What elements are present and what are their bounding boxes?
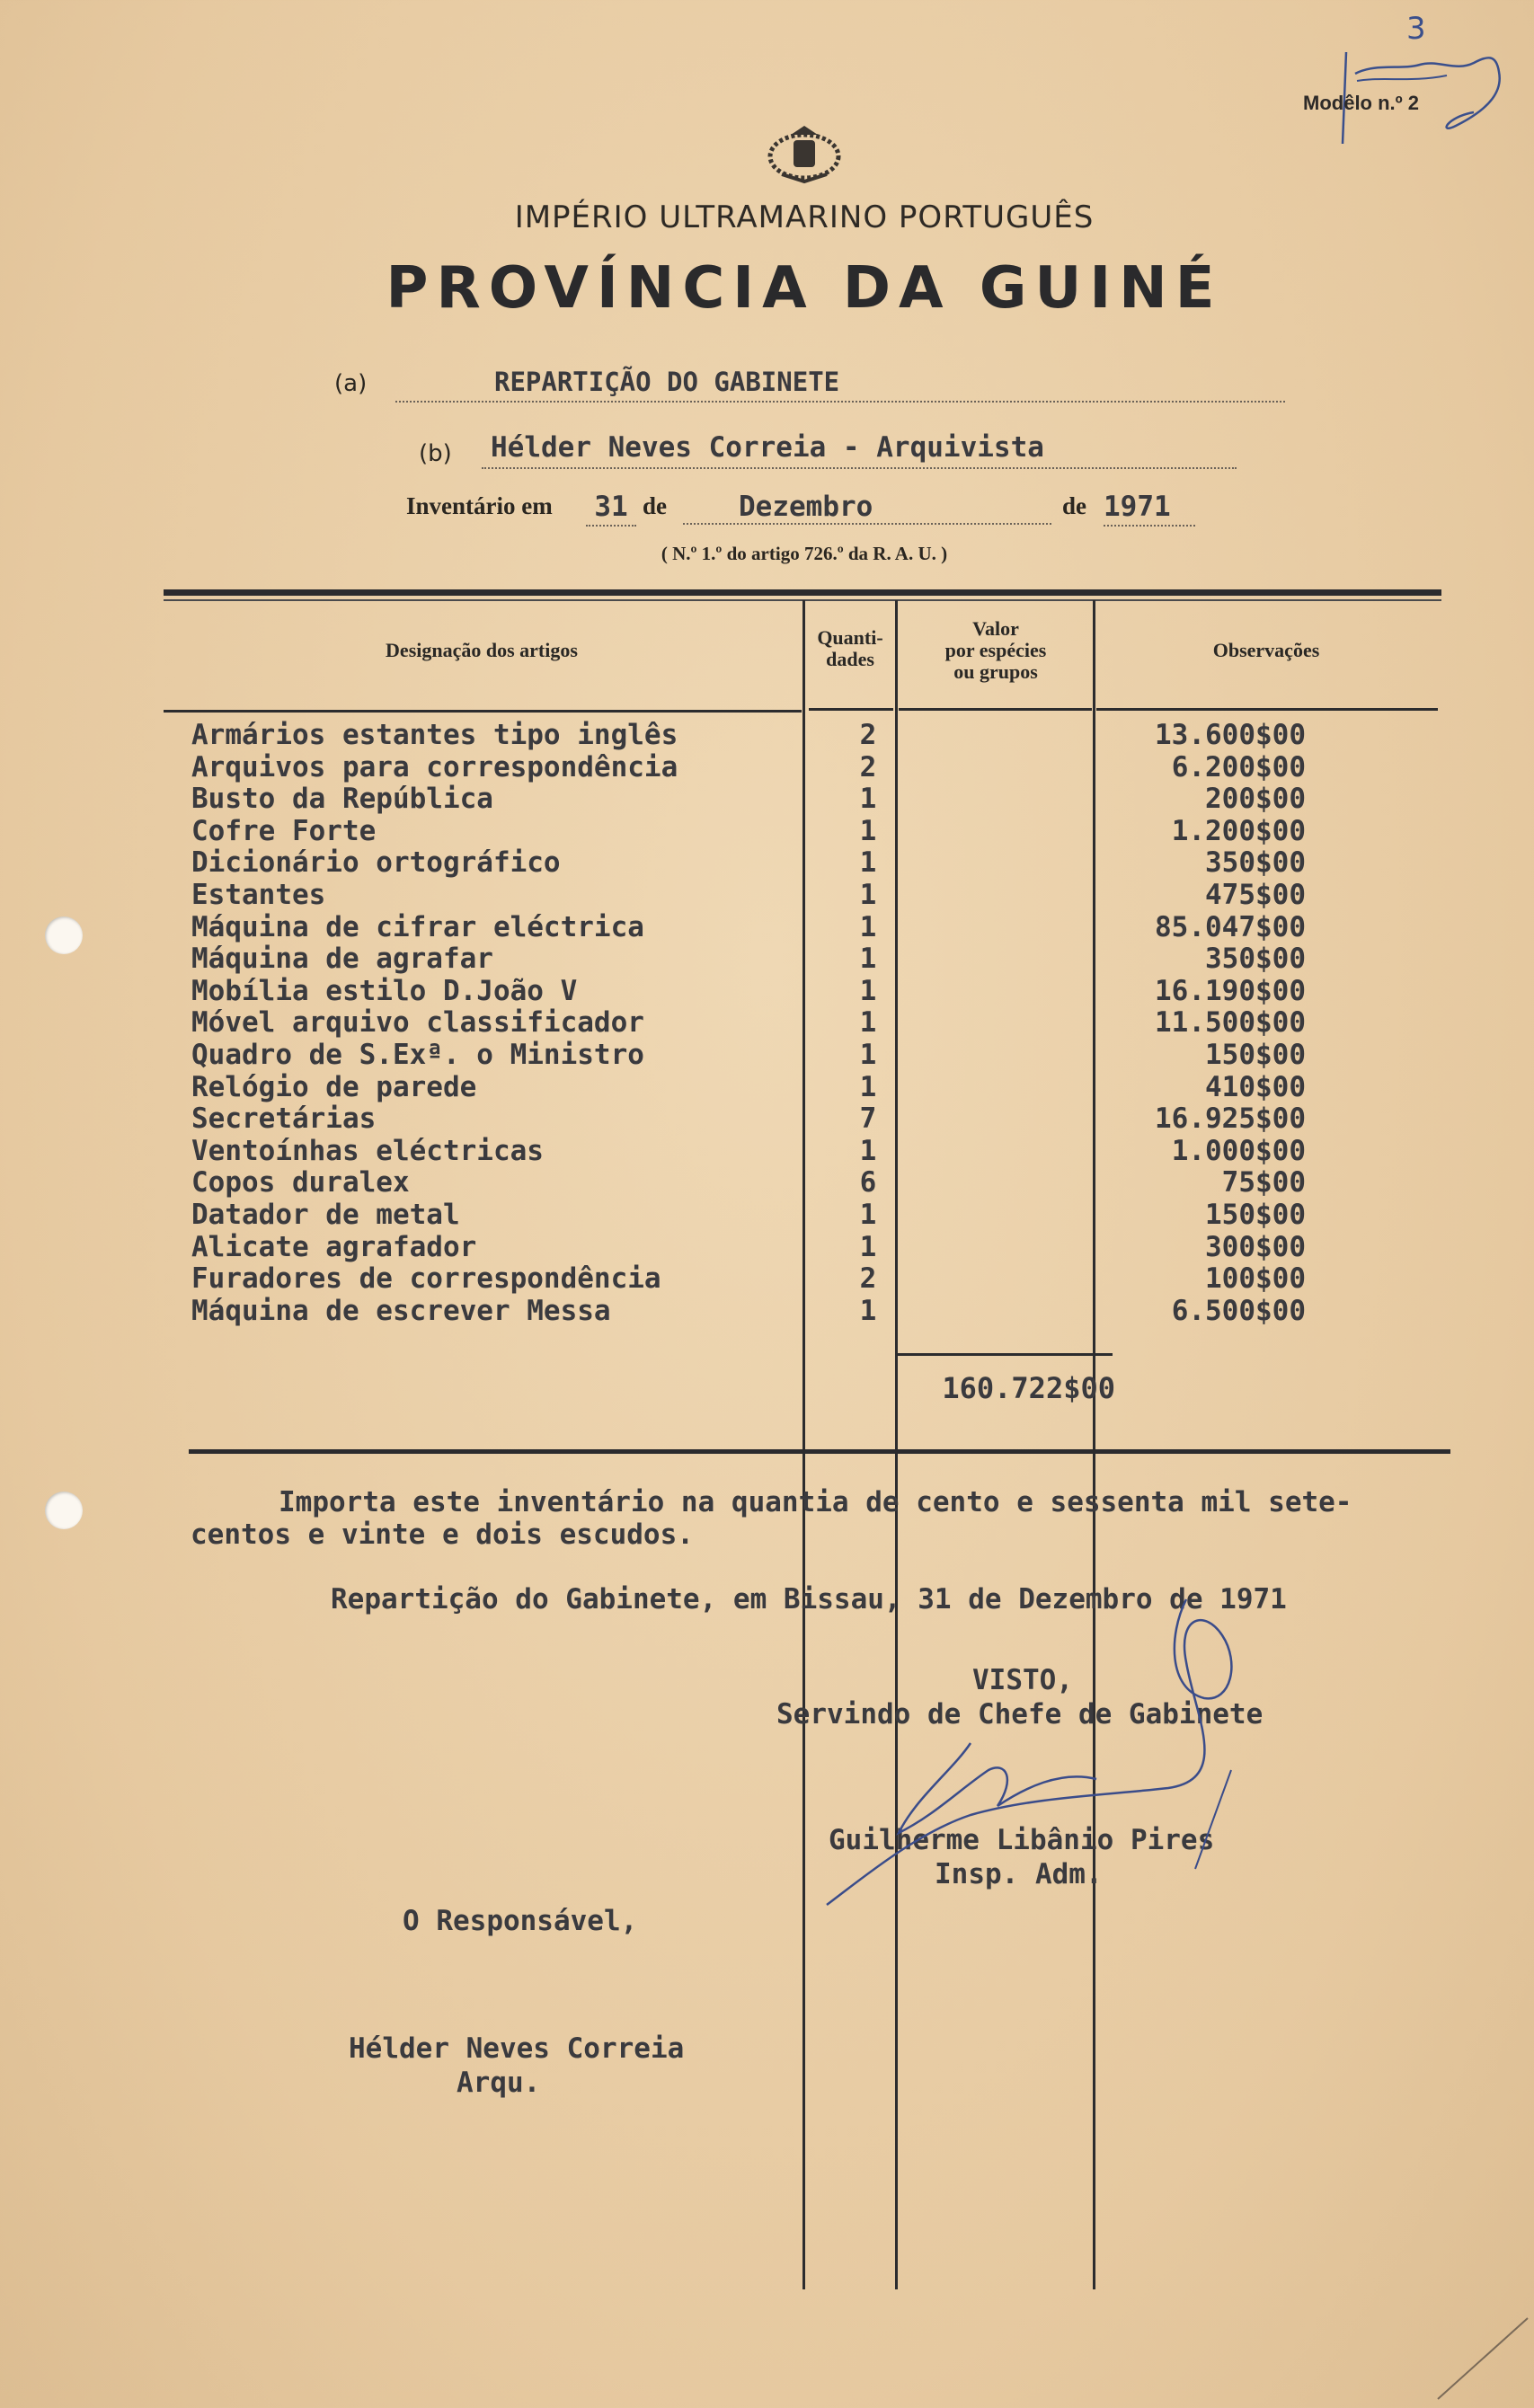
serving-as-label: Servindo de Chefe de Gabinete: [776, 1698, 1264, 1731]
item-quantity: 2: [859, 719, 877, 751]
department-field: REPARTIÇÃO DO GABINETE: [395, 367, 1285, 403]
item-description: Estantes: [191, 879, 326, 911]
item-description: Móvel arquivo classificador: [191, 1006, 644, 1040]
item-description: Máquina de agrafar: [191, 943, 493, 976]
item-quantity: 7: [859, 1102, 877, 1136]
signer-name: Guilherme Libânio Pires: [829, 1824, 1215, 1856]
header-value: Valor por espécies ou grupos: [944, 617, 1047, 683]
item-quantity: 2: [859, 750, 877, 783]
header-quantity: Quanti- dades: [817, 626, 883, 670]
item-value: 300$00: [1205, 1230, 1306, 1263]
item-value: 85.047$00: [1155, 910, 1306, 943]
item-description: Busto da República: [191, 783, 493, 816]
item-description: Ventoínhas eléctricas: [191, 1134, 544, 1167]
item-value: 6.200$00: [1171, 750, 1306, 783]
item-quantity: 1: [859, 1199, 877, 1231]
item-value: 16.925$00: [1155, 1102, 1306, 1136]
item-quantity: 1: [859, 910, 877, 943]
item-description: Alicate agrafador: [191, 1230, 477, 1263]
header-observations: Observações: [1212, 639, 1320, 661]
item-quantity: 1: [859, 1070, 877, 1103]
item-quantity: 6: [859, 1166, 877, 1200]
column-divider: [802, 600, 805, 2289]
item-value: 1.000$00: [1171, 1134, 1306, 1167]
total-value: 160.722$00: [942, 1371, 1115, 1405]
responsible-field: Hélder Neves Correia - Arquivista: [482, 431, 1237, 469]
item-quantity: 1: [859, 943, 877, 976]
responsible-title: Arqu.: [457, 2067, 541, 2099]
item-value: 6.500$00: [1171, 1294, 1306, 1327]
item-quantity: 1: [859, 1134, 877, 1167]
item-description: Máquina de escrever Messa: [191, 1294, 611, 1327]
table-top-rule: [164, 589, 1441, 596]
subtotal-rule: [897, 1353, 1113, 1356]
inventory-de: de: [643, 492, 667, 519]
item-description: Arquivos para correspondência: [191, 750, 678, 783]
item-value: 150$00: [1205, 1039, 1306, 1071]
responsible-name: Hélder Neves Correia: [349, 2032, 685, 2065]
folded-corner-icon: [1420, 2300, 1534, 2408]
label-b: (b): [419, 440, 452, 467]
header-rule: [164, 710, 802, 713]
amount-text-line-2: centos e vinte e dois escudos.: [191, 1518, 694, 1551]
item-quantity: 1: [859, 1294, 877, 1327]
punch-hole: [45, 916, 83, 954]
item-description: Datador de metal: [191, 1199, 460, 1231]
item-description: Armários estantes tipo inglês: [191, 719, 678, 751]
header-rule: [1096, 708, 1438, 711]
item-value: 13.600$00: [1155, 719, 1306, 751]
item-quantity: 1: [859, 783, 877, 816]
item-value: 1.200$00: [1171, 814, 1306, 847]
inventory-de-2: de: [1062, 492, 1086, 519]
legal-note: ( N.º 1.º do artigo 726.º da R. A. U. ): [661, 543, 948, 564]
item-description: Cofre Forte: [191, 814, 377, 847]
item-quantity: 1: [859, 1006, 877, 1040]
header-rule: [809, 708, 893, 711]
item-quantity: 1: [859, 1039, 877, 1071]
handwritten-annotation-number: 3: [1406, 11, 1426, 47]
province-title: PROVÍNCIA DA GUINÉ: [386, 255, 1223, 322]
item-description: Quadro de S.Exª. o Ministro: [191, 1039, 644, 1071]
item-value: 350$00: [1205, 846, 1306, 880]
inventory-year: 1971: [1104, 491, 1195, 527]
handwritten-signature-icon: [809, 1563, 1312, 1923]
label-a: (a): [334, 370, 368, 397]
inventory-month: Dezembro: [683, 491, 1051, 525]
amount-text-line-1: Importa este inventário na quantia de cento e sessenta mil sete-: [279, 1486, 1352, 1518]
item-value: 350$00: [1205, 943, 1306, 976]
column-divider: [895, 600, 898, 2289]
inventory-label: Inventário em: [406, 492, 553, 519]
coat-of-arms-icon: [764, 122, 845, 185]
item-quantity: 1: [859, 1230, 877, 1263]
item-description: Copos duralex: [191, 1166, 410, 1200]
item-description: Mobília estilo D.João V: [191, 974, 578, 1007]
header-rule: [899, 708, 1092, 711]
model-number: Modêlo n.º 2: [1303, 92, 1420, 114]
item-value: 200$00: [1205, 783, 1306, 816]
item-description: Secretárias: [191, 1102, 377, 1136]
header-designation: Designação dos artigos: [386, 639, 578, 661]
item-value: 11.500$00: [1155, 1006, 1306, 1040]
item-quantity: 1: [859, 846, 877, 880]
item-quantity: 1: [859, 879, 877, 911]
item-quantity: 1: [859, 814, 877, 847]
item-value: 16.190$00: [1155, 974, 1306, 1007]
item-value: 475$00: [1205, 879, 1306, 911]
responsible-label: O Responsável,: [403, 1905, 638, 1937]
footer-rule: [189, 1449, 1450, 1454]
item-description: Relógio de parede: [191, 1070, 477, 1103]
item-value: 410$00: [1205, 1070, 1306, 1103]
place-date: Repartição do Gabinete, em Bissau, 31 de Dezembro de 1971: [331, 1583, 1287, 1616]
item-value: 150$00: [1205, 1199, 1306, 1231]
visto-label: VISTO,: [972, 1664, 1073, 1696]
empire-title: IMPÉRIO ULTRAMARINO PORTUGUÊS: [514, 199, 1095, 235]
item-value: 75$00: [1221, 1166, 1306, 1200]
signer-title: Insp. Adm.: [935, 1858, 1103, 1890]
item-description: Furadores de correspondência: [191, 1262, 661, 1296]
item-description: Máquina de cifrar eléctrica: [191, 910, 644, 943]
punch-hole: [45, 1492, 83, 1529]
item-value: 100$00: [1205, 1262, 1306, 1296]
item-description: Dicionário ortográfico: [191, 846, 561, 880]
item-quantity: 1: [859, 974, 877, 1007]
item-quantity: 2: [859, 1262, 877, 1296]
inventory-day: 31: [586, 491, 636, 527]
